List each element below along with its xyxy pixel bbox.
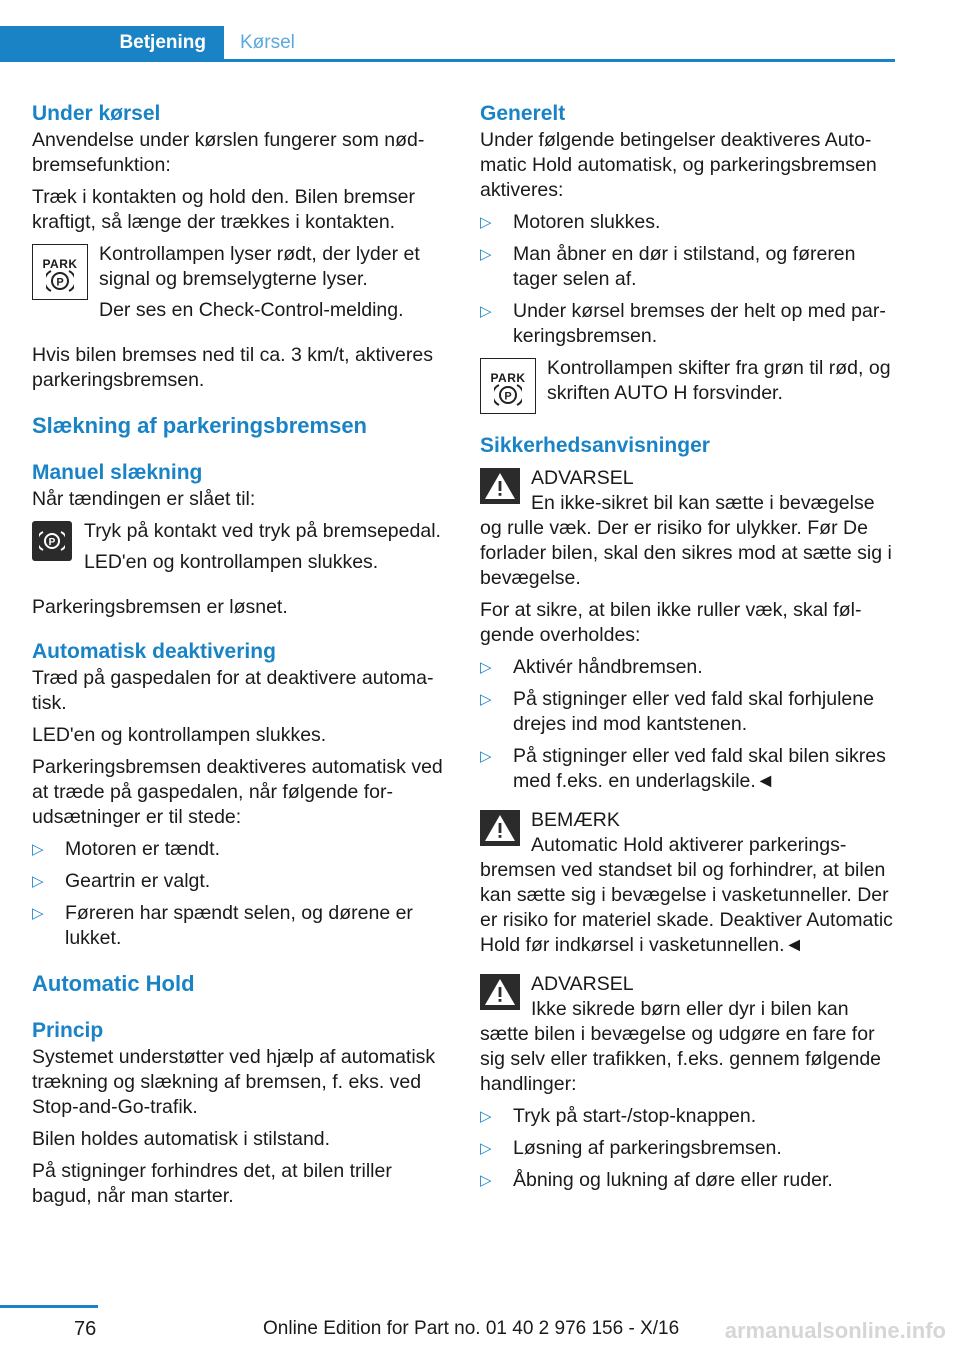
button-text: LED'en og kontrollampen slukkes. — [84, 551, 379, 573]
right-column — [480, 100, 898, 1200]
heading-under-korsel: Under kørsel — [32, 102, 161, 125]
paragraph: Parkeringsbremsen deaktiveres automatisk ved at træde på gaspedalen, når følgende forudsætninger er til stede: — [32, 756, 443, 828]
park-button-note — [32, 519, 450, 581]
paragraph: Under følgende betingelser deaktiveres Automatic Hold automatisk, og parkeringsbremsen aktiveres: — [480, 129, 877, 201]
paragraph: Anvendelse under kørslen fungerer som nødbremsefunktion: — [32, 129, 425, 176]
list-item: ▷ Tryk på start-/stop-knappen. — [480, 1105, 757, 1127]
list-item: ▷ På stigninger eller ved fald skal bilen sikres med f.eks. en underlagskile.◄ — [480, 745, 886, 792]
paragraph: Hvis bilen bremses ned til ca. 3 km/t, aktiveres parkeringsbremsen. — [32, 344, 433, 391]
bullet-triangle-icon: ▷ — [480, 1140, 492, 1157]
watermark: armanualsonline.info — [724, 1318, 946, 1343]
warning-text: En ikke-sikret bil kan sætte i bevægelse og rulle væk. Der er risiko for ulykker. Før De forlader bilen, skal den sikres mod at sætte sig i bevægelse. — [480, 492, 892, 589]
list-item: ▷ Løsning af parkeringsbremsen. — [480, 1137, 782, 1159]
warning-title: ADVARSEL — [531, 467, 634, 489]
paragraph: Systemet understøtter ved hjælp af automatisk trækning og slækning af bremsen, f. eks. ved Stop-and-Go-trafik. — [32, 1046, 436, 1118]
indicator-text: Der ses en Check-Control-melding. — [99, 299, 404, 321]
edition-note: Online Edition for Part no. 01 40 2 976 156 - X/16 — [263, 1318, 680, 1339]
paragraph: Træd på gaspedalen for at deaktivere automatisk. — [32, 667, 434, 714]
paragraph: Træk i kontakten og hold den. Bilen bremser kraftigt, så længe der trækkes i kontakten. — [32, 186, 415, 233]
list-item: ▷ Man åbner en dør i stilstand, og føreren tager selen af. — [480, 243, 856, 290]
list-item: ▷ Åbning og lukning af døre eller ruder. — [480, 1169, 833, 1191]
indicator-text: Kontrollampen lyser rødt, der lyder et signal og bremselygterne lyser. — [99, 243, 420, 290]
heading-princip: Princip — [32, 1019, 104, 1042]
bullet-triangle-icon: ▷ — [480, 303, 492, 320]
bullet-triangle-icon: ▷ — [480, 659, 492, 676]
warning-block — [480, 972, 898, 1097]
heading-automatisk-deaktivering: Automatisk deaktivering — [32, 640, 276, 663]
parking-brake-button-icon — [32, 521, 72, 561]
notice-title: BEMÆRK — [531, 809, 620, 831]
svg-text:P: P — [48, 537, 56, 548]
heading-slaekning: Slækning af parkeringsbremsen — [32, 413, 367, 438]
park-brake-indicator-icon — [480, 358, 536, 414]
warning-triangle-icon — [480, 468, 520, 504]
svg-text:P: P — [504, 390, 512, 403]
bullet-triangle-icon: ▷ — [480, 214, 492, 231]
bullet-triangle-icon: ▷ — [480, 1172, 492, 1189]
paragraph: For at sikre, at bilen ikke ruller væk, skal følgende overholdes: — [480, 599, 862, 646]
warning-text: Ikke sikrede børn eller dyr i bilen kan sætte bilen i bevægelse og udgøre en fare for sig selv eller trafikken, f.eks. gennem følgende handlinger: — [480, 998, 882, 1095]
park-indicator-note — [480, 356, 898, 414]
park-icon-label: PARK — [42, 257, 78, 271]
paragraph: På stigninger forhindres det, at bilen triller bagud, når man starter. — [32, 1160, 392, 1207]
bullet-triangle-icon: ▷ — [32, 841, 44, 858]
bullet-triangle-icon: ▷ — [32, 905, 44, 922]
paragraph: Bilen holdes automatisk i stilstand. — [32, 1128, 331, 1150]
notice-text: Automatic Hold aktiverer parkeringsbremsen ved standset bil og forhindrer, at bilen kan sætte sig i bevægelse i vasketunneller. Der er risiko for materiel skade. Deaktiver Automatic Hold før indkørsel i vasketunnellen.◄ — [480, 834, 893, 956]
bullet-triangle-icon: ▷ — [480, 1108, 492, 1125]
bullet-triangle-icon: ▷ — [480, 246, 492, 263]
svg-text:P: P — [56, 276, 64, 289]
footer-rule — [0, 1305, 98, 1308]
left-column — [32, 100, 450, 1216]
list-item: ▷ Motoren slukkes. — [480, 211, 661, 233]
tab-betjening[interactable]: Betjening — [0, 26, 224, 60]
list-item: ▷ På stigninger eller ved fald skal forhjulene drejes ind mod kantstenen. — [480, 688, 874, 735]
warning-triangle-icon — [480, 810, 520, 846]
paragraph: LED'en og kontrollampen slukkes. — [32, 724, 327, 746]
park-brake-indicator-icon — [32, 244, 88, 300]
park-icon-label: PARK — [490, 371, 526, 385]
bullet-list — [480, 1104, 898, 1193]
indicator-text: Kontrollampen skifter fra grøn til rød, og skriften AUTO H forsvinder. — [547, 357, 891, 404]
list-item: ▷ Aktivér håndbremsen. — [480, 656, 703, 678]
list-item: ▷ Under kørsel bremses der helt op med parkeringsbremsen. — [480, 300, 886, 347]
heading-automatic-hold: Automatic Hold — [32, 971, 195, 996]
section-tab-bar — [0, 26, 895, 62]
paragraph: Parkeringsbremsen er løsnet. — [32, 596, 288, 618]
bullet-list — [480, 655, 898, 794]
bullet-triangle-icon: ▷ — [32, 873, 44, 890]
bullet-triangle-icon: ▷ — [480, 691, 492, 708]
bullet-list — [480, 210, 898, 349]
park-indicator-note — [32, 242, 450, 329]
warning-block — [480, 466, 898, 591]
heading-manuel-slaekning: Manuel slækning — [32, 461, 203, 484]
page-number: 76 — [74, 1318, 97, 1340]
list-item: ▷ Motoren er tændt. — [32, 838, 220, 860]
tab-korsel[interactable]: Kørsel — [240, 32, 295, 53]
heading-generelt: Generelt — [480, 102, 566, 125]
paragraph: Når tændingen er slået til: — [32, 488, 256, 510]
bullet-triangle-icon: ▷ — [480, 748, 492, 765]
bullet-list — [32, 837, 450, 951]
warning-triangle-icon — [480, 974, 520, 1010]
heading-sikkerhedsanvisninger: Sikkerhedsanvisninger — [480, 434, 710, 457]
list-item: ▷ Føreren har spændt selen, og dørene er lukket. — [32, 902, 413, 949]
list-item: ▷ Geartrin er valgt. — [32, 870, 211, 892]
button-text: Tryk på kontakt ved tryk på bremsepedal. — [84, 520, 441, 542]
notice-block — [480, 808, 898, 958]
warning-title: ADVARSEL — [531, 973, 634, 995]
